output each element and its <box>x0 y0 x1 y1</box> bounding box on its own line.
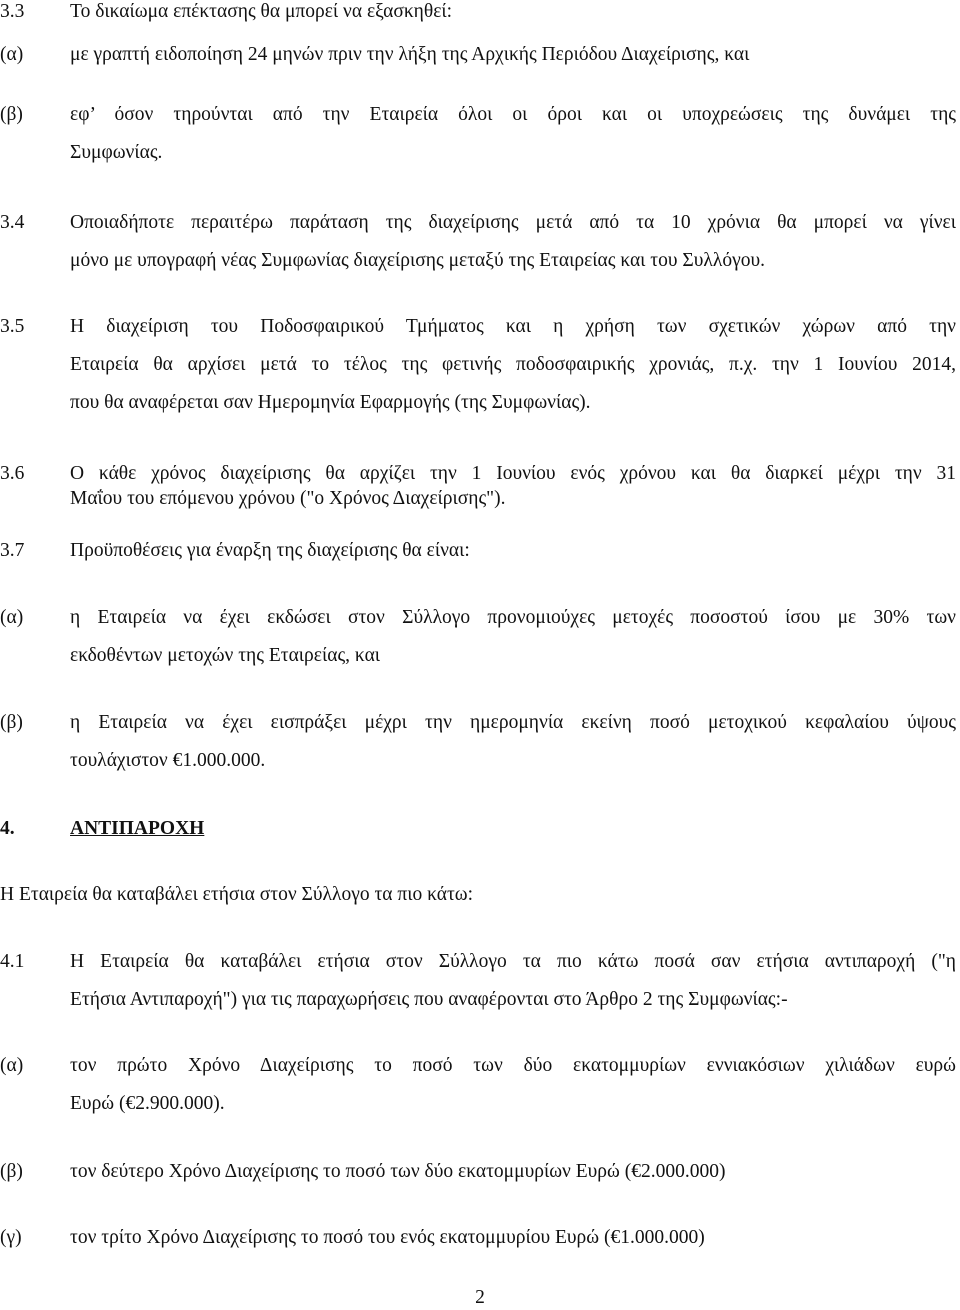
section-number: 4.1 <box>0 951 25 972</box>
item-text-line: η Εταιρεία να έχει εισπράξει μέχρι την ημερομηνία εκείνη ποσό μετοχικού κεφαλαίου ύψους <box>70 712 956 733</box>
section-text: Το δικαίωμα επέκτασης θα μπορεί να εξασκηθεί: <box>70 1 453 22</box>
section-number: 3.5 <box>0 316 25 337</box>
page-number: 2 <box>475 1287 485 1308</box>
section-4-1-item-c <box>0 1219 960 1257</box>
section-4-1 <box>0 943 960 1019</box>
section-3-6 <box>0 461 960 511</box>
section-text-line: Ετήσια Αντιπαροχή") για τις παραχωρήσεις που αναφέρονται στο Άρθρο 2 της Συμφωνίας:- <box>70 989 788 1010</box>
section-text-line: Ο κάθε χρόνος διαχείρισης θα αρχίζει την 1 Ιουνίου ενός χρόνου και θα διαρκεί μέχρι την 31 <box>70 463 956 484</box>
item-text-line: η Εταιρεία να έχει εκδώσει στον Σύλλογο προνομιούχες μετοχές ποσοστού ίσου με 30% των <box>70 607 956 628</box>
section-4-1-item-a <box>0 1047 960 1123</box>
section-3-7-item-b <box>0 704 960 780</box>
section-3-3-item-a <box>0 36 960 74</box>
item-label: (β) <box>0 712 23 733</box>
item-label: (β) <box>0 104 23 125</box>
section-3-5 <box>0 308 960 422</box>
item-text-line: τουλάχιστον €1.000.000. <box>70 750 266 771</box>
section-number: 3.4 <box>0 212 25 233</box>
item-label: (γ) <box>0 1227 22 1248</box>
section-4-heading <box>0 810 960 848</box>
section-text: Προϋποθέσεις για έναρξη της διαχείρισης θα είναι: <box>70 540 470 561</box>
item-label: (β) <box>0 1161 23 1182</box>
item-label: (α) <box>0 607 24 628</box>
section-number: 4. <box>0 818 15 839</box>
section-number: 3.7 <box>0 540 25 561</box>
item-text: τον δεύτερο Χρόνο Διαχείρισης το ποσό των δύο εκατομμυρίων Ευρώ (€2.000.000) <box>70 1161 726 1182</box>
item-text-line: Συμφωνίας. <box>70 142 163 163</box>
section-4-1-item-b <box>0 1153 960 1191</box>
section-3-4 <box>0 204 960 280</box>
section-3-3 <box>0 0 960 31</box>
section-number: 3.3 <box>0 1 25 22</box>
item-text-line: Ευρώ (€2.900.000). <box>70 1093 225 1114</box>
intro-text: Η Εταιρεία θα καταβάλει ετήσια στον Σύλλογο τα πιο κάτω: <box>0 884 474 905</box>
section-text-line: που θα αναφέρεται σαν Ημερομηνία Εφαρμογής (της Συμφωνίας). <box>70 392 591 413</box>
section-3-3-item-b <box>0 96 960 172</box>
section-text-line: Οποιαδήποτε περαιτέρω παράταση της διαχείρισης μετά από τα 10 χρόνια θα μπορεί να γίνει <box>70 212 956 233</box>
item-text-line: τον πρώτο Χρόνο Διαχείρισης το ποσό των δύο εκατομμυρίων εννιακόσιων χιλιάδων ευρώ <box>70 1055 956 1076</box>
item-text-line: εφ’ όσον τηρούνται από την Εταιρεία όλοι οι όροι και οι υποχρεώσεις της δυνάμει της <box>70 104 956 125</box>
section-3-7-item-a <box>0 599 960 675</box>
section-text-line: Εταιρεία θα αρχίσει μετά το τέλος της φετινής ποδοσφαιρικής χρονιάς, π.χ. την 1 Ιουνίου 2014, <box>70 354 956 375</box>
section-text-line: Η Εταιρεία θα καταβάλει ετήσια στον Σύλλογο τα πιο κάτω ποσά σαν ετήσια αντιπαροχή ("η <box>70 951 956 972</box>
section-number: 3.6 <box>0 463 25 484</box>
section-3-7 <box>0 532 960 570</box>
section-text-line: Η διαχείριση του Ποδοσφαιρικού Τμήματος και η χρήση των σχετικών χώρων από την <box>70 316 956 337</box>
item-text: με γραπτή ειδοποίηση 24 μηνών πριν την λήξη της Αρχικής Περιόδου Διαχείρισης, και <box>70 44 750 65</box>
item-label: (α) <box>0 44 24 65</box>
item-label: (α) <box>0 1055 24 1076</box>
section-text-line: Μαΐου του επόμενου χρόνου ("ο Χρόνος Διαχείρισης"). <box>70 488 506 509</box>
section-title: ΑΝΤΙΠΑΡΟΧΗ <box>70 818 205 839</box>
section-4-intro <box>0 876 960 914</box>
item-text: τον τρίτο Χρόνο Διαχείρισης το ποσό του ενός εκατομμυρίου Ευρώ (€1.000.000) <box>70 1227 705 1248</box>
section-text-line: μόνο με υπογραφή νέας Συμφωνίας διαχείρισης μεταξύ της Εταιρείας και του Συλλόγου. <box>70 250 765 271</box>
item-text-line: εκδοθέντων μετοχών της Εταιρείας, και <box>70 645 381 666</box>
